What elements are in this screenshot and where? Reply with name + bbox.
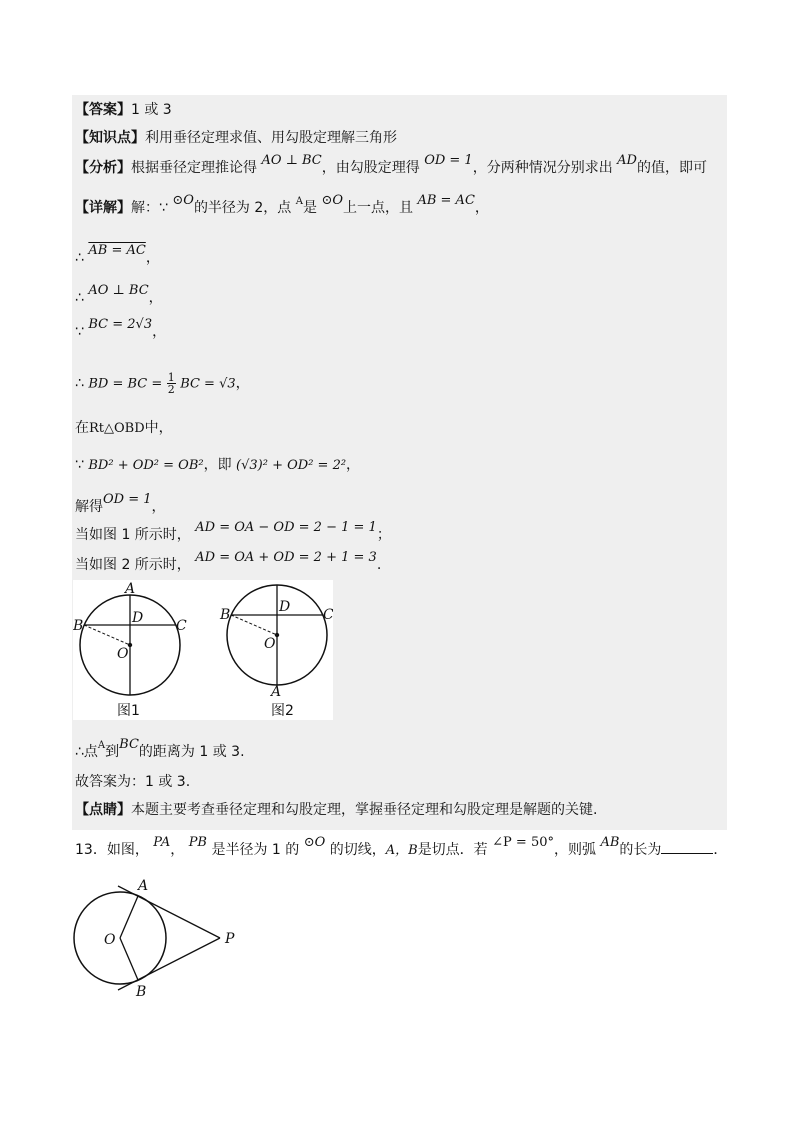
detail-math-circle-2: ⊙O	[321, 193, 343, 208]
detail-text-1: 解：∵	[131, 200, 168, 216]
step1-suffix: ，	[145, 250, 160, 266]
q13-text-5: 的长为	[619, 842, 662, 858]
fraction-one-half	[167, 372, 176, 395]
conclusion-text-1: ∴点	[75, 744, 98, 760]
analysis-text-2: ，由勾股定理得	[321, 160, 420, 176]
step6-suffix: ，	[346, 457, 361, 473]
step1-prefix: ∴	[75, 250, 84, 266]
fig2-label-b: B	[220, 607, 231, 623]
detail-text-4: 上一点，且	[343, 200, 413, 216]
step1-math: AB = AC	[88, 243, 146, 258]
fig1-label-c: C	[176, 618, 187, 634]
step-pythagoras	[75, 455, 360, 476]
fig2-label-o: O	[264, 636, 276, 652]
step7-suffix: ，	[151, 499, 166, 515]
q13-tangent-pa	[118, 886, 220, 938]
fraction-denominator: 2	[167, 383, 175, 396]
q13-radius-ob	[120, 938, 138, 980]
step4-suffix: ，	[235, 375, 250, 392]
step-solve-od	[75, 492, 166, 518]
figures-box	[73, 580, 333, 720]
fig2-label-c: C	[323, 607, 333, 623]
step-bd-value	[75, 372, 250, 395]
step7-text: 解得	[75, 499, 103, 515]
comment-text: 本题主要考查垂径定理和勾股定理，掌握垂径定理和勾股定理是解题的关键.	[131, 802, 598, 818]
step4-prefix: ∴	[75, 375, 84, 392]
fig1-label-o: O	[117, 646, 129, 662]
step8-suffix: ；	[376, 527, 391, 543]
analysis-text-1: 根据垂径定理推论得	[131, 160, 257, 176]
circle-figures	[73, 580, 333, 720]
fig2-label-d: D	[279, 599, 291, 615]
analysis-math-ad: AD	[617, 153, 637, 168]
final-answer-line: 故答案为：1 或 3.	[75, 774, 191, 790]
q13-radius-oa	[120, 896, 138, 938]
step3-prefix: ∵	[75, 324, 84, 340]
comment-label: 【点睛】	[75, 802, 131, 818]
step6-text: ，即	[203, 457, 232, 473]
analysis-text-4: 的值，即可	[636, 160, 707, 176]
detail-math-ab-ac: AB = AC	[417, 193, 475, 208]
q13-tangent-figure	[60, 870, 250, 1000]
fig2-label-a: A	[271, 684, 282, 700]
detail-label: 【详解】	[75, 200, 131, 216]
step2-math: AO ⊥ BC	[88, 283, 149, 298]
q13-math-points: A，B	[385, 843, 418, 858]
q13-label-b: B	[136, 984, 147, 1000]
analysis-line	[75, 153, 707, 179]
detail-text-3: 是	[302, 200, 317, 216]
conclusion-text-3: 的距离为 1 或 3.	[138, 744, 245, 760]
step-bc-value	[75, 317, 167, 343]
q13-math-circle: ⊙O	[303, 835, 326, 850]
step-case-2	[75, 550, 382, 576]
q13-label-p: P	[225, 931, 235, 947]
analysis-text-3: ，分两种情况分别求出	[472, 160, 613, 176]
answer-label: 【答案】	[75, 102, 131, 118]
q13-label-o: O	[104, 932, 116, 948]
step5-math: Rt△OBD	[89, 421, 145, 436]
step-arc-equal	[75, 243, 160, 269]
fraction-numerator: 1	[167, 371, 175, 384]
step3-suffix: ，	[152, 324, 167, 340]
q13-answer-blank[interactable]	[661, 841, 713, 854]
step9-text: 当如图 2 所示时，	[75, 557, 191, 573]
step6-math-1: BD² + OD² = OB²	[88, 458, 204, 473]
fig1-label-d: D	[132, 610, 144, 626]
step6-prefix: ∵	[75, 457, 84, 473]
fig1-radius-ob	[84, 625, 130, 645]
detail-math-a: A	[295, 196, 303, 207]
q13-math-pb: PB	[188, 835, 207, 850]
conclusion-math-bc: BC	[119, 737, 139, 752]
knowledge-text: 利用垂径定理求值、用勾股定理解三角形	[145, 130, 397, 146]
q13-separator: ，	[170, 842, 185, 858]
step5-text-1: 在	[75, 420, 89, 436]
conclusion-line	[75, 737, 245, 764]
q13-math-arc: AB	[600, 835, 620, 850]
q13-tangent-pb	[118, 938, 220, 990]
q13-math-pa: PA	[153, 835, 171, 850]
step9-suffix: .	[376, 557, 382, 573]
q13-label-a: A	[138, 878, 149, 894]
q13-math-angle: ∠P = 50°	[492, 835, 554, 850]
analysis-label: 【分析】	[75, 160, 131, 176]
q13-text-1: 是半径为 1 的	[211, 842, 300, 858]
step2-prefix: ∴	[75, 290, 84, 306]
fig2-caption: 图2	[271, 703, 294, 719]
fig2-radius-ob	[231, 615, 277, 635]
answer-line	[75, 100, 172, 120]
analysis-math-od: OD = 1	[424, 153, 473, 168]
step3-math: BC = 2√3	[88, 317, 153, 332]
step-case-1	[75, 520, 391, 546]
q13-text-6: ．	[713, 842, 728, 858]
step7-math: OD = 1	[103, 492, 152, 507]
conclusion-text-2: 到	[105, 744, 120, 760]
detail-line	[75, 193, 489, 220]
comment-line	[75, 800, 597, 820]
step9-math: AD = OA + OD = 2 + 1 = 3	[195, 550, 377, 565]
fig1-caption: 图1	[117, 703, 140, 719]
knowledge-label: 【知识点】	[75, 130, 145, 146]
detail-math-circle: ⊙O	[172, 193, 194, 208]
conclusion-math-a: A	[97, 740, 106, 751]
detail-text-2: 的半径为 2，点	[193, 200, 292, 216]
fig1-label-b: B	[73, 618, 84, 634]
q13-text-3: 是切点．若	[417, 842, 488, 858]
fig1-label-a: A	[125, 581, 136, 597]
step-triangle	[75, 418, 173, 439]
step6-math-2: (√3)² + OD² = 2²	[236, 458, 347, 473]
step2-suffix: ，	[148, 290, 163, 306]
step8-math: AD = OA − OD = 2 − 1 = 1	[195, 520, 377, 535]
question-13	[75, 835, 728, 861]
step-perpendicular	[75, 283, 163, 309]
q13-text-4: ，则弧	[553, 842, 596, 858]
step4-math-left: BD = BC =	[88, 376, 163, 392]
q13-number: 13．如图，	[75, 842, 149, 858]
step5-text-2: 中，	[144, 420, 173, 436]
step4-math-right: BC = √3	[180, 376, 236, 392]
detail-text-5: ，	[474, 200, 489, 216]
step8-text: 当如图 1 所示时，	[75, 527, 191, 543]
answer-text: 1 或 3	[131, 102, 172, 118]
analysis-math-perp: AO ⊥ BC	[261, 153, 322, 168]
q13-text-2: 的切线，	[329, 842, 386, 858]
knowledge-line	[75, 128, 397, 148]
